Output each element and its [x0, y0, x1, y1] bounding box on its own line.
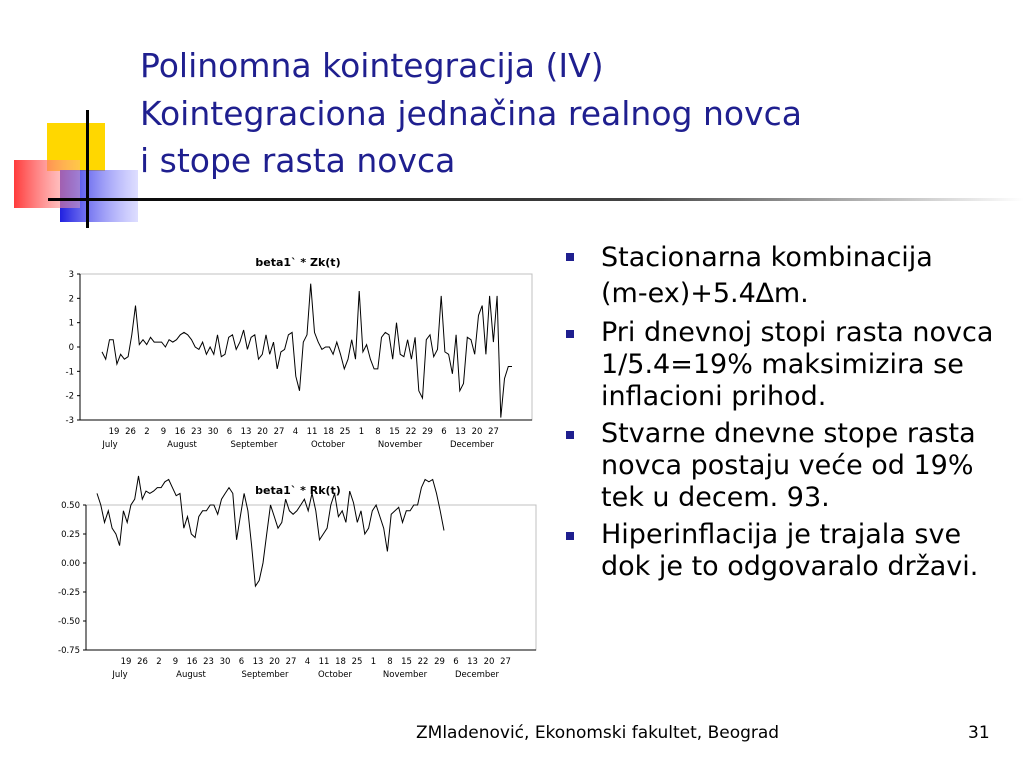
x-tick-label: 11: [318, 657, 330, 667]
bullet-text: Stvarne dnevne stope rasta novca postaju veće od 19% tek u decem. 93.: [601, 418, 976, 513]
x-tick-label: 27: [500, 657, 511, 667]
page-number: 31: [968, 723, 990, 743]
bullet-marker: [566, 330, 574, 338]
x-tick-label: 20: [471, 427, 483, 437]
x-tick-label: 16: [186, 657, 198, 667]
x-tick-label: 20: [269, 657, 280, 667]
x-month-label: December: [449, 440, 495, 450]
x-tick-label: 13: [467, 657, 478, 667]
x-tick-label: 20: [483, 657, 495, 667]
x-month-label: October: [310, 440, 346, 450]
y-tick-label: -0.25: [58, 588, 80, 598]
x-tick-label: 4: [304, 657, 311, 667]
series-line: [102, 284, 512, 418]
bullet-marker: [566, 431, 574, 439]
x-tick-label: 6: [226, 427, 233, 437]
x-tick-label: 13: [240, 427, 252, 437]
x-tick-label: 22: [417, 657, 429, 667]
y-tick-label: -0.50: [58, 617, 80, 627]
slide-title-line-3: i stope rasta novca: [140, 141, 456, 180]
y-tick-label: 2: [68, 294, 74, 305]
x-month-label: August: [176, 670, 206, 680]
x-tick-label: 22: [405, 427, 417, 437]
x-tick-label: 6: [238, 657, 245, 667]
x-month-label: September: [230, 440, 278, 450]
y-tick-label: 0: [68, 343, 74, 353]
x-tick-label: 23: [191, 427, 202, 437]
x-month-label: July: [112, 670, 128, 680]
x-tick-label: 27: [273, 427, 285, 437]
x-tick-label: 2: [144, 427, 150, 437]
bullet-item: [563, 240, 1013, 312]
x-tick-label: 23: [203, 657, 214, 667]
x-tick-label: 8: [387, 657, 393, 667]
x-tick-label: 18: [323, 427, 334, 437]
y-tick-label: -1: [65, 367, 74, 378]
y-tick-label: -0.75: [58, 646, 80, 656]
x-tick-label: 15: [389, 427, 400, 437]
plot-area: [80, 274, 532, 420]
x-month-label: August: [167, 440, 197, 450]
bullet-text: Stacionarna kombinacija: [601, 242, 933, 273]
x-tick-label: 19: [108, 427, 120, 437]
x-tick-label: 2: [156, 657, 162, 667]
bullet-item: [563, 317, 1013, 413]
x-tick-label: 1: [370, 657, 377, 667]
x-month-label: October: [317, 670, 353, 680]
bullet-text: Pri dnevnoj stopi rasta novca 1/5.4=19% maksimizira se inflacioni prihod.: [601, 317, 994, 412]
x-month-label: July: [102, 440, 118, 450]
bullet-list: [563, 240, 1013, 588]
bullet-item: [563, 418, 1013, 514]
chart-title: beta1` * Zk(t): [255, 256, 341, 269]
x-tick-label: 4: [292, 427, 299, 437]
x-tick-label: 29: [422, 427, 433, 437]
y-tick-label: -3: [65, 416, 74, 426]
x-tick-label: 18: [335, 657, 346, 667]
x-tick-label: 19: [120, 657, 132, 667]
x-month-label: December: [454, 670, 500, 680]
y-tick-label: -2: [65, 391, 74, 402]
bullet-text: Hiperinflacija je trajala sve dok je to odgovaralo državi.: [601, 519, 979, 582]
x-tick-label: 26: [137, 657, 148, 667]
x-tick-label: 11: [306, 427, 318, 437]
y-tick-label: 3: [68, 270, 74, 280]
slide-title-line-1: Polinomna kointegracija (IV): [140, 46, 604, 85]
x-tick-label: 8: [375, 427, 381, 437]
x-tick-label: 6: [441, 427, 447, 437]
x-tick-label: 6: [453, 657, 459, 667]
x-tick-label: 9: [160, 427, 167, 437]
chart-zk: [40, 243, 540, 463]
x-tick-label: 25: [351, 657, 363, 667]
chart-title: beta1` * Rk(t): [255, 484, 341, 497]
x-tick-label: 25: [339, 427, 351, 437]
x-tick-label: 27: [488, 427, 499, 437]
x-tick-label: 13: [252, 657, 264, 667]
bullet-text: (m-ex)+5.4∆m.: [601, 278, 809, 309]
footer-author: ZMladenović, Ekonomski fakultet, Beograd: [416, 723, 780, 743]
title-underline: [48, 198, 1024, 201]
y-tick-label: 0.25: [61, 530, 80, 540]
x-month-label: September: [241, 670, 289, 680]
x-tick-label: 26: [125, 427, 136, 437]
y-tick-label: 0.00: [61, 559, 80, 569]
slide-title-line-2: Kointegraciona jednačina realnog novca: [140, 94, 802, 133]
x-tick-label: 9: [172, 657, 179, 667]
bullet-marker: [566, 532, 574, 540]
x-tick-label: 1: [358, 427, 365, 437]
deco-vertical-line: [86, 110, 89, 228]
y-tick-label: 0.50: [61, 501, 80, 511]
x-tick-label: 15: [401, 657, 412, 667]
x-tick-label: 20: [257, 427, 268, 437]
x-month-label: November: [382, 670, 428, 680]
bullet-marker: [566, 253, 574, 261]
x-tick-label: 29: [434, 657, 445, 667]
x-tick-label: 16: [174, 427, 186, 437]
x-tick-label: 27: [285, 657, 297, 667]
y-tick-label: 1: [68, 318, 74, 329]
x-month-label: November: [377, 440, 423, 450]
chart-rk: [40, 475, 540, 695]
x-tick-label: 13: [455, 427, 466, 437]
x-tick-label: 30: [207, 427, 219, 437]
plot-area: [86, 505, 536, 650]
bullet-item: [563, 519, 1013, 583]
x-tick-label: 30: [219, 657, 231, 667]
